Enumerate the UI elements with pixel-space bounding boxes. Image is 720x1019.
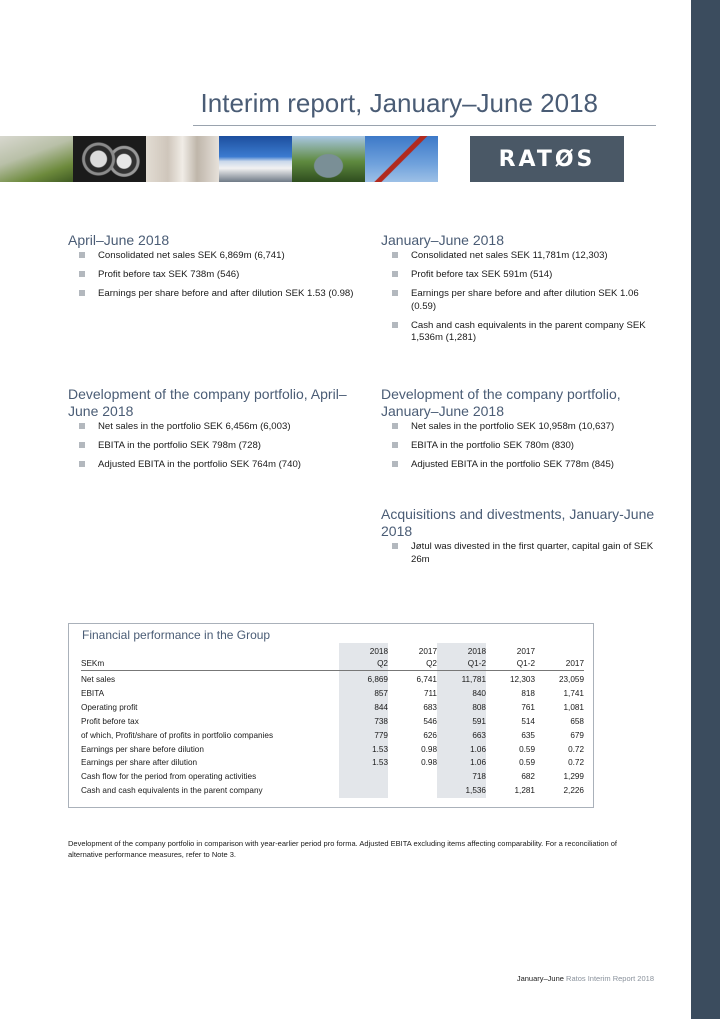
table-row [81, 743, 584, 757]
table-cell: 12,303 [509, 675, 535, 684]
row-label: EBITA [81, 688, 105, 698]
table-cell: 844 [374, 702, 388, 712]
table-cell: 6,869 [367, 675, 388, 684]
table-cell: 1,299 [563, 772, 584, 782]
table-cell: 0.98 [421, 744, 437, 754]
bullet-text: Consolidated net sales SEK 6,869m (6,741) [98, 250, 285, 261]
financial-table [81, 646, 584, 798]
bullet-item [68, 250, 358, 263]
footnote: Development of the company portfolio in comparison with year-earlier period pro forma. Adjusted EBITA excluding items affecting comparability. For a reconciliation of alternative performance measures, refer to Note 3. [68, 839, 618, 859]
table-cell [339, 770, 388, 784]
table-cell: 683 [423, 702, 437, 712]
table-row [81, 701, 584, 715]
bullet-item [68, 440, 358, 453]
bullet-list [68, 421, 358, 472]
square-bullet-icon [392, 271, 398, 277]
section-h1 [381, 232, 661, 351]
footer-brand: Ratos Interim Report 2018 [566, 974, 654, 983]
section-heading: Acquisitions and divestments, January-June 2018 [381, 506, 655, 539]
side-accent-bar [691, 0, 720, 1019]
bullet-text: Consolidated net sales SEK 11,781m (12,303) [411, 250, 608, 261]
title-divider [193, 125, 656, 126]
bullet-list [381, 421, 661, 472]
row-label: Cash and cash equivalents in the parent company [81, 786, 263, 796]
column-year-header: 2017 [516, 647, 535, 656]
bullet-text: Profit before tax SEK 591m (514) [411, 269, 553, 280]
section-q2 [68, 232, 358, 307]
table-cell: 0.59 [519, 744, 535, 754]
section-acquisitions [381, 506, 661, 573]
table-cell: 0.72 [568, 744, 584, 754]
bullet-text: Adjusted EBITA in the portfolio SEK 778m (845) [411, 459, 614, 470]
bullet-item [381, 250, 661, 263]
photo-strip [0, 136, 440, 182]
table-cell: 679 [570, 730, 584, 740]
row-label: Cash flow for the period from operating activities [81, 772, 257, 782]
fashion-photo [146, 136, 219, 182]
table-row [81, 770, 584, 784]
financial-performance-box [68, 623, 594, 808]
financial-title: Financial performance in the Group [82, 628, 271, 642]
table-row [81, 671, 584, 687]
square-bullet-icon [79, 461, 85, 467]
bullet-item [381, 440, 661, 453]
square-bullet-icon [392, 543, 398, 549]
table-cell: 1.06 [470, 744, 486, 754]
square-bullet-icon [392, 290, 398, 296]
table-cell: 682 [521, 772, 535, 782]
bullet-item [381, 541, 661, 566]
bullet-item [68, 288, 358, 301]
table-cell: 546 [423, 716, 437, 726]
table-cell: 514 [521, 716, 535, 726]
bullet-text: Earnings per share before and after dilution SEK 1.53 (0.98) [98, 288, 354, 299]
table-cell: 1,081 [563, 702, 584, 712]
bullet-text: EBITA in the portfolio SEK 798m (728) [98, 440, 261, 451]
table-cell: 738 [374, 716, 388, 726]
tent-photo [292, 136, 365, 182]
table-cell [339, 784, 388, 798]
bullet-text: EBITA in the portfolio SEK 780m (830) [411, 440, 574, 451]
bullet-text: Earnings per share before and after dilution SEK 1.06 (0.59) [411, 288, 639, 312]
table-cell: 0.72 [568, 758, 584, 768]
table-cell: 658 [570, 716, 584, 726]
square-bullet-icon [79, 423, 85, 429]
column-year-header: 2018 [369, 647, 388, 656]
row-label: Earnings per share after dilution [81, 758, 198, 768]
table-cell: 779 [374, 730, 388, 740]
section-heading: April–June 2018 [68, 232, 170, 248]
square-bullet-icon [79, 290, 85, 296]
square-bullet-icon [392, 252, 398, 258]
table-cell: 840 [472, 688, 486, 698]
bullet-list [381, 541, 661, 566]
row-label: Profit before tax [81, 716, 139, 726]
bullet-item [68, 421, 358, 434]
bullet-list [381, 250, 661, 345]
square-bullet-icon [79, 442, 85, 448]
table-cell: 11,781 [461, 675, 486, 684]
table-cell: 718 [472, 772, 486, 782]
bullet-text: Cash and cash equivalents in the parent company SEK 1,536m (1,281) [411, 319, 646, 343]
bullet-item [381, 459, 661, 472]
table-cell: 761 [521, 702, 535, 712]
table-row [81, 729, 584, 743]
column-year-header: 2018 [467, 647, 486, 656]
column-period-header: Q1-2 [486, 658, 535, 671]
square-bullet-icon [392, 423, 398, 429]
lenses-photo [73, 136, 146, 182]
section-heading: Development of the company portfolio, April–June 2018 [68, 386, 347, 419]
table-cell: 1.53 [372, 758, 388, 768]
table-cell: 1,536 [465, 786, 486, 796]
page-footer [517, 974, 654, 983]
footer-period: January–June [516, 974, 564, 983]
bullet-item [381, 269, 661, 282]
garden-photo [0, 136, 73, 182]
bullet-item [68, 459, 358, 472]
table-cell: 6,741 [416, 675, 437, 684]
table-row [81, 756, 584, 770]
table-cell: 591 [472, 716, 486, 726]
bullet-text: Jøtul was divested in the first quarter, capital gain of SEK 26m [411, 541, 654, 565]
header-row-periods [81, 658, 584, 671]
bullet-item [381, 320, 661, 345]
table-cell: 1,281 [514, 786, 535, 796]
table-cell: 0.59 [519, 758, 535, 768]
table-cell: 0.98 [421, 758, 437, 768]
square-bullet-icon [392, 322, 398, 328]
bullet-text: Net sales in the portfolio SEK 10,958m (10,637) [411, 421, 615, 432]
financial-table-body [81, 671, 584, 799]
table-cell: 626 [423, 730, 437, 740]
table-row [81, 715, 584, 729]
column-period-header: Q2 [388, 658, 437, 671]
square-bullet-icon [79, 252, 85, 258]
section-heading: Development of the company portfolio, January–June 2018 [381, 386, 621, 419]
bullet-text: Net sales in the portfolio SEK 6,456m (6,003) [98, 421, 291, 432]
table-cell: 1.06 [470, 758, 486, 768]
section-portfolio-q2 [68, 386, 358, 478]
column-period-header: Q2 [339, 658, 388, 671]
logo-text: RATØS [498, 146, 596, 172]
bullet-text: Profit before tax SEK 738m (546) [98, 269, 240, 280]
square-bullet-icon [392, 461, 398, 467]
bullet-item [381, 421, 661, 434]
page-title: Interim report, January–June 2018 [200, 88, 598, 118]
table-cell: 1.53 [372, 744, 388, 754]
table-cell: 711 [423, 688, 437, 698]
column-period-header: Q1-2 [437, 658, 486, 671]
bullet-list [68, 250, 358, 301]
column-year-header [535, 646, 584, 658]
table-cell [388, 770, 437, 784]
table-row [81, 687, 584, 701]
square-bullet-icon [79, 271, 85, 277]
unit-label: SEKm [81, 658, 339, 671]
square-bullet-icon [392, 442, 398, 448]
table-cell: 635 [521, 730, 535, 740]
header-row-years [81, 646, 584, 658]
ratos-logo [470, 136, 624, 182]
section-portfolio-h1 [381, 386, 661, 478]
row-label: Operating profit [81, 702, 138, 712]
table-cell: 818 [521, 688, 535, 698]
table-cell [388, 784, 437, 798]
table-cell: 857 [374, 688, 388, 698]
section-heading: January–June 2018 [381, 232, 504, 248]
building-photo [219, 136, 292, 182]
column-period-header: 2017 [535, 658, 584, 671]
table-cell: 2,226 [563, 786, 584, 796]
column-year-header: 2017 [418, 647, 437, 656]
row-label: Net sales [81, 675, 116, 684]
row-label: Earnings per share before dilution [81, 744, 204, 754]
table-row [81, 784, 584, 798]
table-cell: 1,741 [563, 688, 584, 698]
bullet-item [381, 288, 661, 313]
bullet-text: Adjusted EBITA in the portfolio SEK 764m (740) [98, 459, 301, 470]
row-label: of which, Profit/share of profits in portfolio companies [81, 730, 274, 740]
table-cell: 23,059 [558, 675, 584, 684]
table-cell: 808 [472, 702, 486, 712]
table-cell: 663 [472, 730, 486, 740]
crane-photo [365, 136, 438, 182]
bullet-item [68, 269, 358, 282]
